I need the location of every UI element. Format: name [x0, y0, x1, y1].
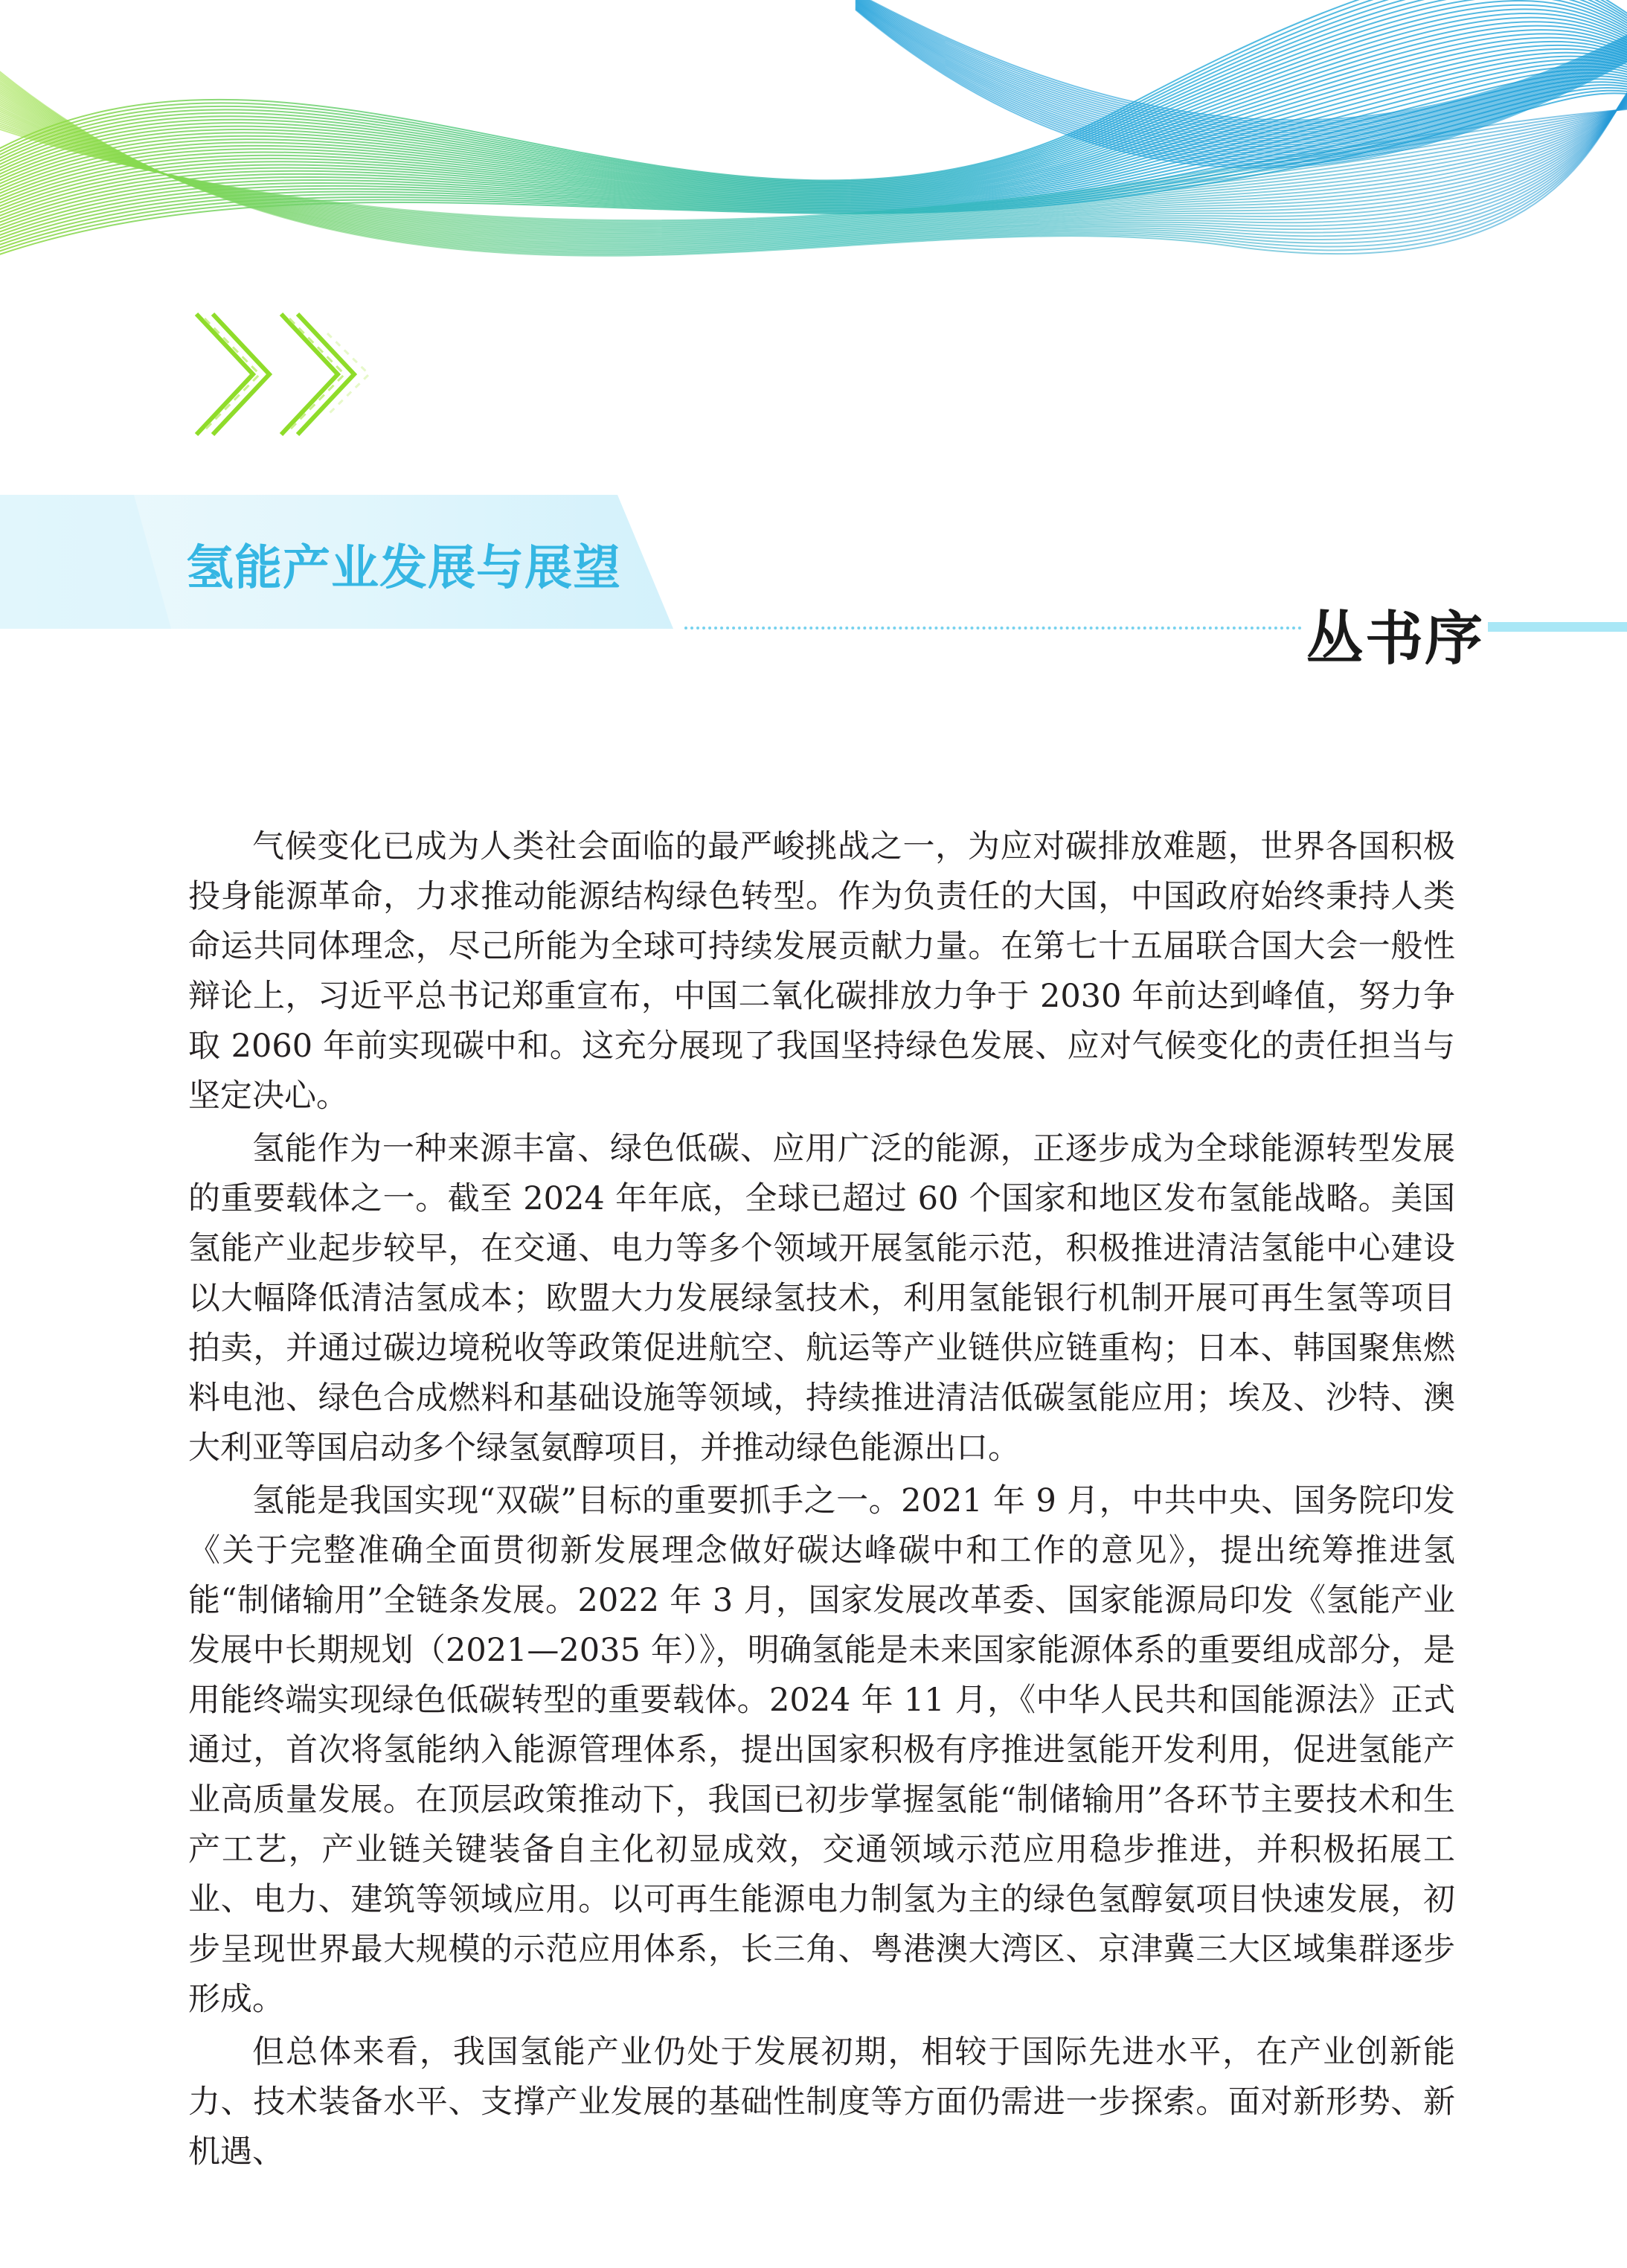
- wave-line: [0, 33, 1627, 203]
- dotted-divider: [684, 627, 1302, 630]
- wave-lines-graphic: [0, 0, 1627, 313]
- paragraph: 氢能作为一种来源丰富、绿色低碳、应用广泛的能源，正逐步成为全球能源转型发展的重要载体之一。截至 2024 年年底，全球已超过 60 个国家和地区发布氢能战略。美国氢能产业起步较早，在交通、电力等多个领域开展氢能示范，积极推进清洁氢能中心建设以大幅降低清洁氢成本；欧盟大力发展绿氢技术，利用氢能银行机制开展可再生氢等项目拍卖，并通过碳边境税收等政策促进航空、航运等产业链供应链重构；日本、韩国聚焦燃料电池、绿色合成燃料和基础设施等领域，持续推进清洁低碳氢能应用；埃及、沙特、澳大利亚等国启动多个绿氢氨醇项目，并推动绿色能源出口。: [188, 1130, 1455, 1467]
- wave-line: [0, 26, 1627, 197]
- page-title: 丛书序: [1306, 605, 1485, 673]
- wave-line: [0, 13, 1627, 190]
- paragraph: 氢能是我国实现“双碳”目标的重要抓手之一。2021 年 9 月，中共中央、国务院印发《关于完整准确全面贯彻新发展理念做好碳达峰碳中和工作的意见》，提出统筹推进氢能“制储输用”全链条发展。2022 年 3 月，国家发展改革委、国家能源局印发《氢能产业发展中长期规划（2021—2035 年）》，明确氢能是未来国家能源体系的重要组成部分，是用能终端实现绿色低碳转型的重要载体。2024 年 11 月，《中华人民共和国能源法》正式通过，首次将氢能纳入能源管理体系，提出国家积极有序推进氢能开发利用，促进氢能产业高质量发展。在顶层政策推动下，我国已初步掌握氢能“制储输用”各环节主要技术和生产工艺，产业链关键装备自主化初显成效，交通领域示范应用稳步推进，并积极拓展工业、电力、建筑等领域应用。以可再生能源电力制氢为主的绿色氢醇氨项目快速发展，初步呈现世界最大规模的示范应用体系，长三角、粤港澳大湾区、京津冀三大区域集群逐步形成。: [188, 1482, 1455, 2018]
- paragraph: 但总体来看，我国氢能产业仍处于发展初期，相较于国际先进水平，在产业创新能力、技术装备水平、支撑产业发展的基础性制度等方面仍需进一步探索。面对新形势、新机遇、: [188, 2034, 1455, 2171]
- body-text: [188, 822, 1455, 2177]
- series-title: 氢能产业发展与展望: [186, 541, 621, 596]
- double-chevron-icon: [192, 311, 385, 438]
- paragraph: 气候变化已成为人类社会面临的最严峻挑战之一，为应对碳排放难题，世界各国积极投身能源革命，力求推动能源结构绿色转型。作为负责任的大国，中国政府始终秉持人类命运共同体理念，尽己所能为全球可持续发展贡献力量。在第七十五届联合国大会一般性辩论上，习近平总书记郑重宣布，中国二氧化碳排放力争于 2030 年前达到峰值，努力争取 2060 年前实现碳中和。这充分展现了我国坚持绿色发展、应对气候变化的责任担当与坚定决心。: [188, 828, 1455, 1115]
- accent-bar: [1488, 622, 1627, 632]
